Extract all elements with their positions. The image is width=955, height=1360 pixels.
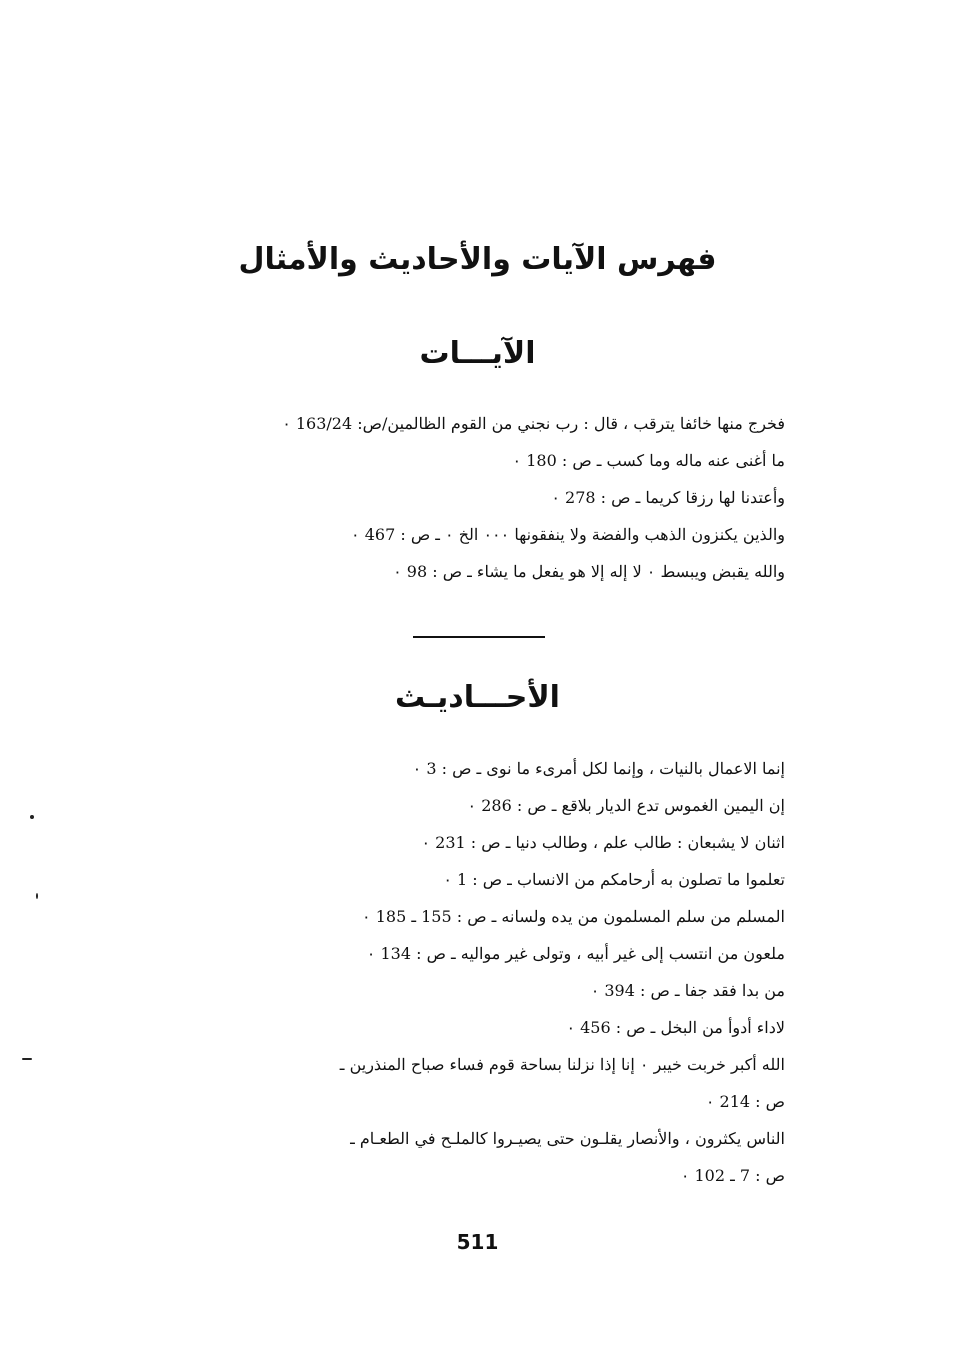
- verse-entry: وأعتدنا لها رزقا كريما ـ ص : 278 ٠: [551, 488, 785, 507]
- verse-entry: فخرج منها خائفا يترقب ، قال : رب نجني من القوم الظالمين/ص: 163/24 ٠: [282, 414, 785, 433]
- verse-entry: والذين يكنزون الذهب والفضة ولا ينفقونها ٠٠٠ الخ ٠ ـ ص : 467 ٠: [351, 525, 785, 544]
- scan-speck: [22, 1058, 32, 1060]
- hadith-entry-continuation: ص : 214 ٠: [705, 1092, 785, 1111]
- hadith-entry-continuation: ص : 7 ـ 102 ٠: [680, 1166, 785, 1185]
- hadith-list: [125, 750, 785, 1194]
- scan-speck: [30, 815, 34, 819]
- hadith-entry: تعلموا ما تصلون به أرحامكم من الانساب ـ ص : 1 ٠: [443, 870, 785, 889]
- verse-entry: والله يقبض ويبسط ٠ لا إله إلا هو يفعل ما يشاء ـ ص : 98 ٠: [393, 562, 785, 581]
- section-divider: [413, 636, 545, 638]
- page-title: فهرس الآيات والأحاديث والأمثال: [238, 242, 717, 277]
- hadith-entry: اثنان لا يشبعان : طالب علم ، وطالب دنيا ـ ص : 231 ٠: [421, 833, 785, 852]
- hadith-entry: إنما الاعمال بالنيات ، وإنما لكل أمرىء ما نوى ـ ص : 3 ٠: [412, 759, 785, 778]
- verse-entry: ما أغنى عنه ماله وما كسب ـ ص : 180 ٠: [512, 451, 785, 470]
- hadith-entry: الناس يكثرون ، والأنصار يقلـون حتى يصيـروا كالملـح في الطعـام ـ: [350, 1129, 785, 1148]
- verses-list: [125, 405, 785, 590]
- verses-heading: الآيـــات: [419, 336, 536, 371]
- hadith-entry: من بدا فقد جفا ـ ص : 394 ٠: [590, 981, 785, 1000]
- hadith-entry: لاداء أدوأ من البخل ـ ص : 456 ٠: [566, 1018, 785, 1037]
- hadith-entry: المسلم من سلم المسلمون من يده ولسانه ـ ص : 155 ـ 185 ٠: [362, 907, 785, 926]
- scan-speck: [36, 893, 38, 899]
- hadith-heading: الأحـــاديـث: [395, 680, 560, 715]
- hadith-entry: إن اليمين الغموس تدع الديار بلاقع ـ ص : 286 ٠: [467, 796, 785, 815]
- page-number: 511: [456, 1230, 499, 1254]
- hadith-entry: ملعون من انتسب إلى غير أبيه ، وتولى غير مواليه ـ ص : 134 ٠: [366, 944, 785, 963]
- hadith-entry: الله أكبر خربت خيبر ٠ إنا إذا نزلنا بساحة قوم فساء صباح المنذرين ـ: [339, 1055, 785, 1074]
